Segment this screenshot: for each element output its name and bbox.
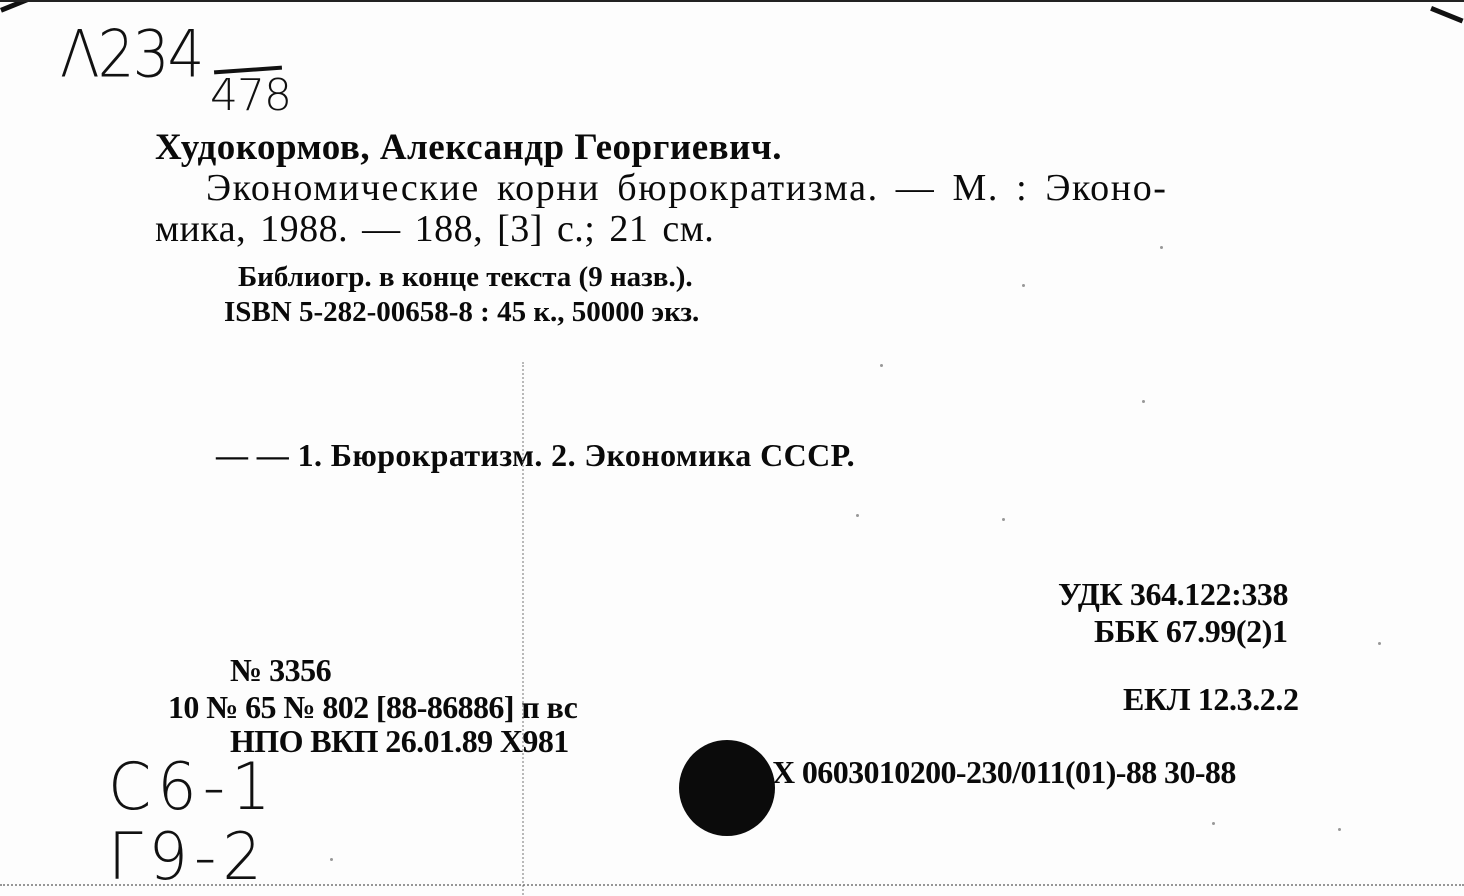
call-number-sub: 478 [210, 70, 291, 121]
punch-hole [679, 740, 775, 836]
speck [1002, 518, 1005, 521]
speck [1022, 284, 1025, 287]
speck [1378, 642, 1381, 645]
npo-line: НПО ВКП 26.01.89 Х981 [230, 723, 569, 759]
subject-headings: — — 1. Бюрократизм. 2. Экономика СССР. [216, 437, 855, 473]
title-line-1: Экономические корни бюрократизма. — М. : Эконо- [206, 167, 1168, 209]
bibliography-note: Библиогр. в конце текста (9 назв.). [238, 261, 693, 293]
speck [1160, 246, 1163, 249]
call-number: Λ234 [60, 16, 203, 93]
speck [1338, 828, 1341, 831]
handwritten-note-2: Г9-2 [108, 818, 268, 895]
publisher-code: Х 0603010200-230/011(01)-88 30-88 [772, 754, 1236, 790]
ekl-index: ЕКЛ 12.3.2.2 [1123, 681, 1299, 717]
handwritten-note-1: C6-1 [108, 748, 277, 825]
registry-line: 10 № 65 № 802 [88-86886] п вс [168, 689, 578, 725]
speck [1212, 822, 1215, 825]
fold-crease [522, 362, 524, 896]
card-bottom-edge [0, 884, 1464, 888]
speck [330, 858, 333, 861]
speck [1142, 400, 1145, 403]
registry-number: № 3356 [230, 652, 332, 688]
card-corner-mark [1430, 6, 1463, 23]
bbk-index: ББК 67.99(2)1 [1094, 613, 1288, 649]
speck [880, 364, 883, 367]
author-heading: Худокормов, Александр Георгиевич. [155, 127, 783, 168]
speck [856, 514, 859, 517]
isbn-line: ISBN 5-282-00658-8 : 45 к., 50000 экз. [224, 296, 700, 328]
udk-index: УДК 364.122:338 [1058, 576, 1289, 612]
card-corner-mark [0, 0, 54, 13]
title-line-2: мика, 1988. — 188, [3] с.; 21 см. [155, 208, 715, 250]
